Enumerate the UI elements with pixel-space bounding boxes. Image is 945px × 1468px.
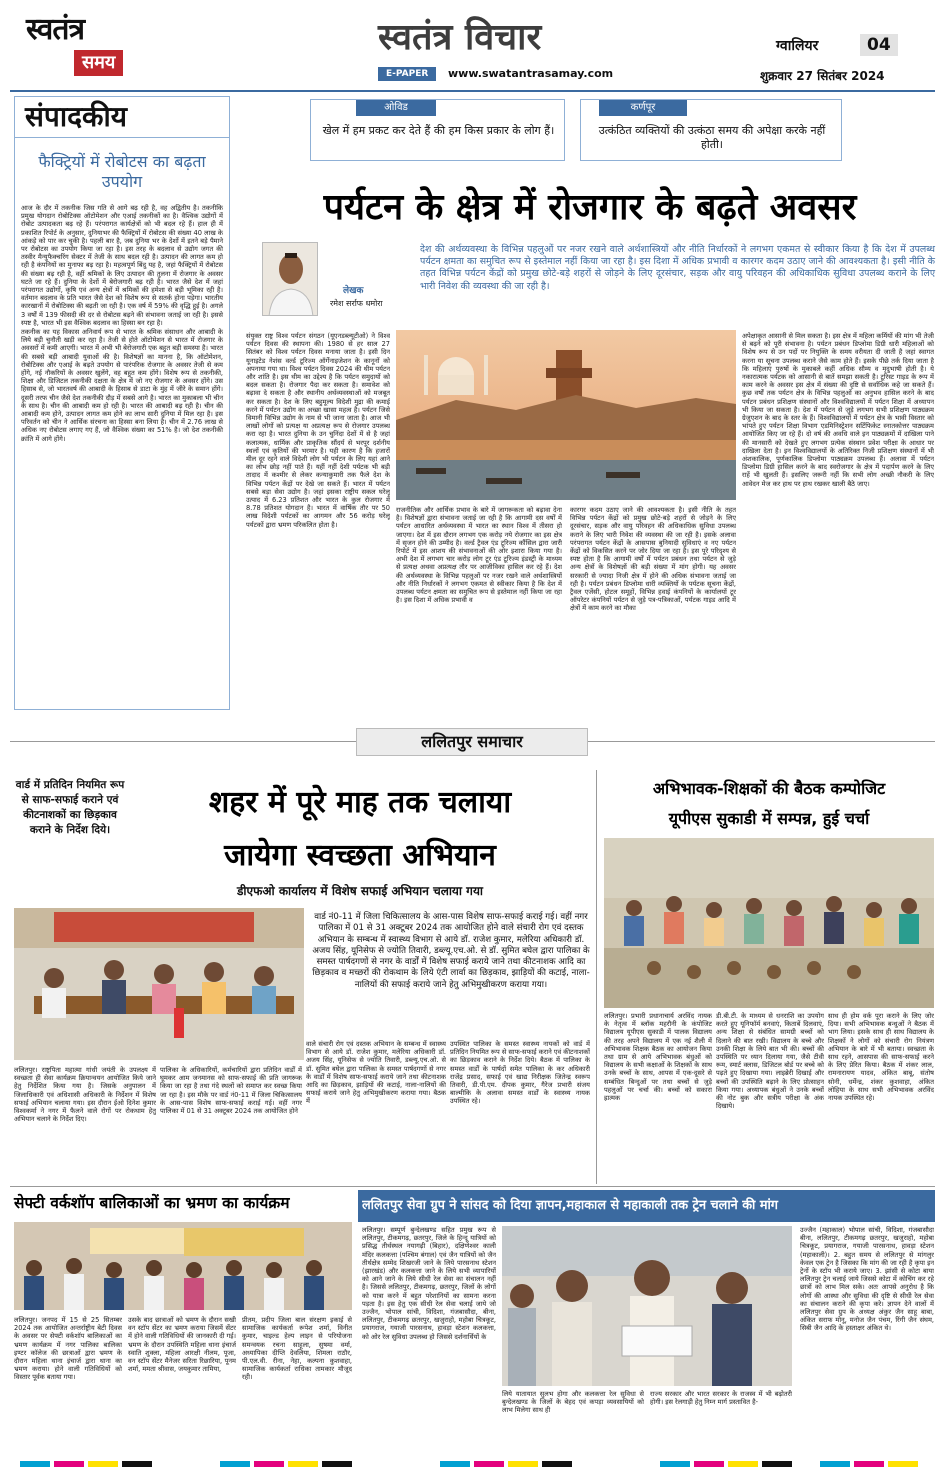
train-col-1: ललितपुर। सम्पूर्ण बुन्देलखण्ड सहित प्रमुख रूप से ललितपुर, टीकमगढ़, छतरपुर, जिले के हिन्दू यात्रियों को प्रसिद्ध तीर्थस्थल नयागढ़ी (बिहार), दक्षिणेश्वर काली मंदिर कलकत्ता (पश्चिम बंगाल) एवं जैन यात्रियों को जैन तीर्थक्षेत्र सम्मेद शिखरजी जाने के लिये पारसनाथ स्टेशन (झारखंड) और कलकत्ता जाने के लिये सभी व्यापारियों को आने जाने के लिये सीधी रेल सेवा का संचालन नहीं है। जिससे ललितपुर, टीकमगढ़, छतरपुर, जिलों के लोगों को यात्रा करने में बहुत परेशानियों का सामना करना पड़ता है। इस हेतु एक सीधी रेल सेवा चलाई जाये जो उज्जैन, भोपाल सांची, विदिशा, गंजबासौदा, बीना, ललितपुर, टीकमगढ़ छतरपुर, खजुराहो, महोबा चित्रकूट, प्रयागराज, गयाजी पारसनाथ, हावड़ा स्टेशन कलकत्ता, को ओर रेल सुविधा उपलब्ध हो जिससे दर्शनार्थियों के (362, 1226, 496, 1341)
quote-left-label: ओविड (356, 100, 436, 116)
author-label: लेखक (343, 286, 364, 296)
swachhta-headline-1: शहर में पूरे माह तक चलाया (208, 785, 512, 820)
swachhta-photo (14, 908, 304, 1060)
abhibhavak-photo (604, 838, 934, 1008)
page-number: 04 (860, 34, 898, 56)
quote-right-label: कर्णपूर (599, 100, 687, 116)
logo (26, 12, 150, 82)
swachhta-col-4: उपस्थित पालिका के समस्त स्वास्थ्य नायकों को वार्ड में प्रतिदिन नियमित रूप से साफ-सफाई कराने एवं कीटनाशकों का छिड़काव कराने के निर्देश दिये। बैठक में पालिका के समस्त वार्डों के पार्षदों समेत पालिका के कर अधिकारी राजेंद्र प्रसाद, सफाई एवं खाद्य निरीक्षक जितेन्द्र स्वरूप तिवारी, डी.पी.एम. दीपक कुमार, गैरेज प्रभारी संजय बाल्मीकि के अलावा समस्त वार्डों के स्वास्थ्य नायक उपस्थित रहे। (450, 1040, 590, 1106)
main-intro: देश की अर्थव्यवस्था के विभिन्न पहलुओं पर नजर रखने वाले अर्थशास्त्रियों और नीति निर्धारकों ने लगभग एकमत से स्वीकार किया है कि देश में उपलब्ध पर्यटन क्षमता का समुचित रूप से इस्तेमाल नहीं किया जा रहा है। इस दिशा में अधिक प्रभावी व कारगर कदम उठाए जाने की आवश्यकता है। इसी नीति के तहत विभिन्न पर्यटन केंद्रों को प्रमुख छोटे-बड़े शहरों से जोड़ने के लिए दूरसंचार, सड़क और वायु परिवहन की अधिकाधिक सुविधा उपलब्ध कराने के लिए भारी निवेश की व्यवस्था की जा रही है। (420, 244, 935, 292)
safety-col-2: उसके बाद छात्राओं को भ्रमण के दौरान सखी वन स्टॉप सेंटर का भ्रमण कराया जिसमें सेंटर में होने वाली गतिविधियों की जानकारी दी गई। भ्रमण के दौरान उपस्थिति महिला थाना इंचार्ज स्वाति शुक्ला, महिला आरक्षी नीलम, पूजा, वन स्टॉप सेंटर मैनेजर सरिता रिछारिया, पूनम शर्मा, ममता श्रीवास, जयकुमार तामिया, (128, 1316, 236, 1374)
epaper-badge: E-PAPER (378, 67, 436, 81)
swachhta-col-1: ललितपुर। राष्ट्रपिता महात्मा गांधी जयंती के उपलक्ष्य में स्वच्छता ही सेवा कार्यक्रम क्रियान्वयन आयोजित किये जाने हेतु निर्देशित किया गया है। जिसके अनुपालन में जिलाधिकारी एवं अधिशासी अधिकारी के निर्देशन में विशेष सफाई अभियान चलाया गया। इस दौरान ईओ दिनेश कुमार विश्वकर्मा ने नगर में फैलने वाले रोगों पर रोकथाम हेतु अभियान चलाने के निर्देश दिए। (14, 1066, 156, 1124)
main-col-2: राजनीतिक और आर्थिक प्रभाव के बारे में जागरूकता को बढ़ावा देना है। विशेषज्ञों द्वारा संभावना जताई जा रही है कि आगामी दस वर्षों में पर्यटन आधारित अर्थव्यवस्था में भारत का स्थान विश्व में तीसरा हो जाएगा। देश में इस दौरान लगभग एक करोड़ नये रोजगार का इस क्षेत्र में सृजन होने की उम्मीद है। वर्ल्ड ट्रैवल एंड टूरिज्म कौंसिल द्वारा जारी रिपोर्ट में इस आशय की संभावनाओं की ओर इशारा किया गया है। अभी देश में लगभग चार करोड़ लोग टूर एंड टूरिज्म इंडस्ट्री के माध्यम से प्रत्यक्ष अथवा अप्रत्यक्ष तौर पर आजीविका हासिल कर रहे हैं। देश की अर्थव्यवस्था के विभिन्न पहलुओं पर नजर रखने वाले अर्थशास्त्रियों और नीति निर्धारकों ने लगभग एकमत से स्वीकार किया है कि देश में उपलब्ध पर्यटन क्षमता का समुचित रूप से इस्तेमाल नहीं किया जा रहा है। इस दिशा में अधिक प्रभावी व (396, 506, 562, 605)
swachhta-headline-2: जायेगा स्वच्छता अभियान (224, 838, 496, 873)
quote-right-text: उत्कंठित व्यक्तियों की उत्कंठा समय की अपेक्षा करके नहीं होती। (598, 124, 826, 151)
quote-left (310, 99, 565, 161)
train-photo (502, 1226, 792, 1386)
masthead-rule (10, 90, 935, 92)
train-col-3: उज्जैन (महाकाल) भोपाल सांची, विदिशा, गंजबासौदा बीना, ललितपुर, टीकमगढ़ छतरपुर, खजुराहो, महोबा चित्रकूट, प्रयागराज, गयाजी पारसनाथ, हावड़ा स्टेशन (महाकाली)। 2. बहुत समय से ललितपुर से मांगलुर केवल एक ट्रेन है जिसका कि मांग की जा रही है कृपा इन ट्रेनों के स्टॉप भी कराये जाए। 3. झांसी से कोटा बाया ललितपुर ट्रेन चलाई जाये जिससे कोटा में कोचिंग कर रहे छात्रों को लाभ मिल सके। अतः आपसे अनुरोध है कि लोगों की आस्था और सुविधा की दृष्टि से सीधी रेल सेवा का संचालन कराने की कृपा करे। ज्ञापन देने वालों में ललितपुर सेवा ग्रुप के अध्यक्ष अंकुर जैन साहू बाबा, अंकित सराफ मोनू, मनोज जैन पंचम, रिंगी जैन संघम, सिबी जैन आदि के हस्ताक्षर अंकित थे। (800, 1226, 934, 1333)
quote-right (580, 99, 842, 161)
main-col-1: संयुक्त राष्ट्र विश्व पर्यटन संगठन (यूएनडब्ल्यूटीओ) ने विश्व पर्यटन दिवस की स्थापना की। 1980 से हर साल 27 सितंबर को विश्व पर्यटन दिवस मनाया जाता है। इसी दिन यूनाइटेड नेशंस वर्ल्ड टूरिज्म ऑर्गेनाइजेशन के कानूनों को अपनाया गया था। विश्व पर्यटन दिवस 2024 की थीम पर्यटन और शांति है। इस थीम का उद्देश्य है कि पर्यटन समुदायों को बदल सकता है। रोजगार पैदा कर सकता है। समावेश को बढ़ावा दे सकता है और स्थानीय अर्थव्यवस्थाओं को मजबूत कर सकता है। देश के लिए बहुमूल्य विदेशी मुद्रा की कमाई करने में पर्यटन उद्योग का अच्छा खासा महत्व है। पर्यटन जिसे विमानी विभिन्न उद्योग के नाम से भी जाना जाता है। आज भी लाखों लोगों को प्रत्यक्ष या अप्रत्यक्ष रूप से रोजगार उपलब्ध करा रहा है। भारत दुनिया के उन चुनिंदा देशों में से है जहां कलात्मक, धार्मिक और प्राकृतिक सौंदर्य से भरपूर दर्शनीय स्थलों एवं कृतियों की भरमार है। यही कारण है कि हजारों मील दूर रहने वाले विदेशी लोग भी पर्यटन के लिए यहां आने का लोभ छोड़ नहीं पाते हैं। यहीं नहीं देशी पर्यटक भी बड़ी तादाद में कश्मीर से लेकर कन्याकुमारी तक फैले देश के विभिन्न पर्यटन केंद्रों पर देखे जा सकते हैं। भारत में पर्यटन सबसे बड़ा सेवा उद्योग है। जहां इसका राष्ट्रीय सकल घरेलू उत्पाद में 6.23 प्रतिशत और भारत के कुल रोजगार में 8.78 प्रतिशत योगदान है। भारत में वार्षिक तौर पर 50 लाख विदेशी पर्यटकों का आगमन और 56 करोड़ घरेलू पर्यटकों द्वारा भ्रमण परिकलित होता है। (246, 332, 390, 529)
safety-photo (14, 1222, 352, 1310)
author-photo (262, 242, 318, 316)
masthead (0, 0, 945, 92)
editorial-para2: तकनीक का यह विकास अनिवार्य रूप से भारत के श्रमिक संसाधन और आबादी के लिये बड़ी चुनौती खड़ी कर रहा है। तेजी से होते ऑटोमेशन से भारत में रोजगार के अवसरों में कमी आएगी। भारत में अभी भी बेरोजगारी एक बहुत बड़ी समस्या है। भारत की सबसे बड़ी आबादी युवाओं की है। विशेषज्ञों का मानना है, कि ऑटोमेशन, रोबोटिक्स और एआई के बढ़ते उपयोग से पारंपरिक रोजगार के अवसर तेजी से कम होंगे, नई नौकरियों के अवसर खुलेंगे, वह बहुत कम होंगे। विशेष रूप से तकनीकी, शिक्षा और डिजिटल तकनीकी दक्षता के क्षेत्र में जो नए रोजगार के अवसर होंगे। उस हिसाब से, जो भारतवर्ष की आबादी के हिसाब से डाटा के मुंह में जीरे के समान होंगे। दूसरी तरफ चीन जैसे देश तकनीकी दौड़ में सबसे आगे है। भारत का मुकाबला भी चीन के साथ है। चीन की आबादी कम हो रही है। भारत की आबादी बढ़ रही है। चीन की आबादी कम होने, उत्पादन लागत कम होने का लाभ सारी दुनिया में मिल रहा है। इस परिवर्तन को चीन ने आर्थिक संरचना का हिस्सा बना लिया है। चीन में 2.76 लाख से अधिक नए रोबोटस लगाए गए हैं, जो वैश्विक संख्या का 51% है। जो देश तकनीकी क्रांति में आगे होंगे। (21, 328, 223, 443)
safety-col-3: प्रीतम, प्रदीप जिला बाल संरक्षण इकाई से सामाजिक कार्यकर्ता रूपेश शर्मा, विनीत कुमार, चाइल्ड हेल्प लाइन से परियोजना समन्वयक रचना साहूला, सुषमा वर्मा, अध्यापिका दीप्ति देवलिया, शिमला राठौर, पी.एल.वी. रीना, नेहा, कल्पना कुशवाहा, सामाजिक कार्यकर्ता राधिका तामकार मौजूद रही। (242, 1316, 352, 1382)
editorial-column (14, 96, 230, 710)
page-title: स्वतंत्र विचार (378, 17, 542, 58)
section-banner: ललितपुर समाचार (356, 728, 588, 756)
train-headline: ललितपुर सेवा ग्रुप ने सांसद को दिया ज्ञापन,महाकाल से महाकाली तक ट्रेन चलाने की मांग (362, 1198, 778, 1213)
editorial-para1: आज के दौर में तकनीक जिस गति से आगे बढ़ रही है, वह अद्वितीय है। तकनीकि प्रमुख योगदान रोबोटिक्स ऑटोमेशन और एआई तकनीकों का है। वैश्विक उद्योगों में रोबोट उत्पादकता बढ़ रहे हैं। परंपरागत कार्यक्षेत्रों को भी बदल रहे हैं। हाल ही में प्रकाशित रिपोर्ट के अनुसार, दुनियाभर की फैक्ट्रियों में रोबोटस की संख्या 40 लाख के आंकड़े को पार कर चुकी है। पहली बार है, जब दुनिया भर के देशों में इतने बड़े पैमाने पर रोबोटस का उपयोग किया जा रहा है। इस तरह के बदलाव से उद्योग जगत की तस्वीर मैन्युफैक्चरिंग सेक्टर में तेजी के साथ बदल रही है। उत्पादन की लागत कम हो रही है कंपनियों का मुनाफा बढ़ रहा है। महत्वपूर्ण बिंदु यह है, जहां फैक्ट्रियों में रोबोटस की संख्या बढ़ रही है, वहीं श्रमिकों के लिए उत्पादन की तुलना में रोजगार के अवसर घटते जा रहे हैं। दुनिया के देशों में बेरोजगारी बढ़ रही है। भारत जैसे देश में जहां परंपरागत उद्योगों, कृषि एवं अन्य क्षेत्रों में श्रमिकों की हमेशा से बड़ी भूमिका रही है। वर्तमान बदलाव के प्रति भारत जैसे देश को विशेष रूप से सतर्क होना पड़ेगा। भारतीय कारखानों में रोबोटिक्स की बढ़ती जा रही है। एक वर्ष में 59% की वृद्धि हुई है। अगले 3 वर्षों में 139 फीसदी की दर से रोबोटस बढ़ने की संभावना जताई जा रही है। इससे स्पष्ट है, भारत भी इस वैश्विक बदलाव का हिस्सा बन रहा है। (21, 204, 223, 327)
main-col-3: कारगर कदम उठाए जाने की आवश्यकता है। इसी नीति के तहत विभिन्न पर्यटन केंद्रों को प्रमुख छोटे-बड़े शहरों से जोड़ने के लिए दूरसंचार, सड़क और वायु परिवहन की अधिकाधिक सुविधा उपलब्ध कराने के लिए भारी निवेश की व्यवस्था की जा रही है। इसके अलावा परंपरागत पर्यटन केंद्रों के आसपास बुनियादी सुविधाएं व नए पर्यटन केंद्रों को विकसित करने पर जोर दिया जा रहा है। इस पूरे परिदृश्य से स्पष्ट होता है कि आगामी वर्षों में पर्यटन प्रबंधन तथा पर्यटन से जुड़े अन्य क्षेत्रों के विशेषज्ञों की बड़ी संख्या में मांग होगी। यह अवसर सरकारी से ज्यादा निजी क्षेत्र में होने की अधिक संभावना जताई जा रही है। पर्यटन प्रबंधन डिप्लोमा धारी व्यक्तियों के पर्यटक सूचना केंद्रों, ट्रैवल एजेंसी, होटल समूहों, विभिन्न हवाई कंपनियों के कार्यालयों टूर ऑपरेटर कंपनियों पर्यटन से जुड़े पत्र-पत्रिकाओं, पर्यटक गाइड आदि में क्षेत्रों में काम करने का मौका (570, 506, 736, 613)
safety-headline: सेफ्टी वर्कशॉप बालिकाओं का भ्रमण का कार्यक्रम (14, 1194, 290, 1212)
city-label: ग्वालियर (776, 38, 819, 54)
quote-left-text: खेल में हम प्रकट कर देते हैं की हम किस प्रकार के लोग हैं। (322, 124, 555, 137)
abhibhavak-col-2: डी.बी.टी. के माध्यम से धनराशि का उपयोग करते हुए यूनिफॉर्म बनवाएं, किताबें दिलवाएं, अन्य शिक्षा से संबंधित सामग्री बच्चों को दिलाने की बात रखी। विद्यालय के बच्चे और उनकी शिक्षा के लिये बात भी की। बच्चों की उपस्थिति पर ध्यान दिलाया गया, जैसे टीवी रूम, स्मार्ट क्लास, डिजिटल बोर्ड पर बच्चे को पढ़ते हुए दिखाया गया। लाइब्रेरी दिखाई और बच्चों की उपस्थिति बढ़ाने के लिए प्रोत्साहन किया गया। अध्यापक बंधुओं ने उनके बच्चों की नोट बुक और सत्रीय परीक्षा के अंक दिखाये। (716, 1012, 824, 1111)
swachhta-col-2: पालिका के अधिकारियों, कर्मचारियों द्वारा प्रतिदिन वार्डों में घूमकर आम जनमानस को साफ-सफाई की प्रति जागरूक किया जा रहा है तथा गंदे स्थलों को समाप्त कर स्वच्छ किया जा रहा है। इस मौके पर वार्ड नं0-11 में जिला चिकित्सालय के आस-पास विशेष साफ-सफाई कराई गई। वहीं नगर पालिका में 01 से 31 अक्टूबर 2024 तक आयोजित होने (160, 1066, 302, 1116)
logo-line2: समय (74, 50, 123, 76)
swachhta-col-3: वाले संचारी रोग एवं दस्तक अभियान के सम्बन्ध में स्वास्थ्य विभाग से आये डॉ. राजेश कुमार, मलेरिया अधिकारी डॉ. अजय सिंह, यूनिसेफ से ज्योति तिवारी, डब्ल्यू.एच.ओ. से डॉ. सुमित बघेल द्वारा पालिका के समस्त पार्षदगणों से नगर के वार्डों में विशेष साफ-सफाई कराये जाने तथा कीटनाशक आदि का छिड़काव, झाड़ियों की कटाई, नाला-नालियों की सफाई कराये जाने हेतु अभिमुखीकरण कराया गया। बैठक में (306, 1040, 446, 1106)
editorial-heading: संपादकीय (15, 97, 229, 138)
swachhta-sidebar: वार्ड में प्रतिदिन नियमित रूप से साफ-सफाई कराने एवं कीटनाशकों का छिड़काव कराने के निर्देश दिये। (15, 779, 125, 836)
editorial-title: फैक्ट्रियों में रोबोटस का बढ़ता उपयोग (38, 152, 206, 191)
train-caption-2: राज्य सरकार और भारत सरकार के राजस्व में भी बढ़ोतरी होगी। इस रेलगाड़ी हेतु निम्न मार्ग प्रस्तावित है- (650, 1390, 792, 1407)
main-headline: पर्यटन के क्षेत्र में रोजगार के बढ़ते अवसर (323, 187, 857, 228)
author-name: रमेश सर्राफ धमोरा (330, 299, 383, 308)
date-label: शुक्रवार 27 सितंबर 2024 (760, 69, 885, 83)
main-col-4: अपेक्षाकृत आसानी से मिल सकता है। इस क्षेत्र में महिला कर्मियों की मांग भी तेजी से बढ़ने को पूरी संभावना है। पर्यटन प्रबंधन डिप्लोमा डिग्री धारी महिलाओं को विशेष रूप से उन पदों पर नियुक्ति के समय वरीयता दी जाती है जहां स्वागत करना या सूचना उपलब्ध कराने जैसे काम होते हैं। इसके पीछे तर्क दिया जाता है कि महिलाएं पुरुषों के मुकाबले कहीं अधिक सौम्य व मृदुभाषी होती है। ये नकारात्मक पर्यटक को आसानी से बातें समझा सकती है। टूरिस्ट गाइड के रूप में काम करने के अवसर इस क्षेत्र में संख्या की दृष्टि से सर्वाधिक कहे जा सकते हैं। कुछ वर्षों तक पर्यटन क्षेत्र के विभिन्न पहलुओं का अनुभव हासिल करने के बाद पर्यटन प्रबंधन प्रशिक्षण संस्थानों और विश्वविद्यालयों में पर्यटन शिक्षा में अध्यापन भी किया जा सकता है। देश में पर्यटन से जुड़े लगभग सभी प्रशिक्षण पाठ्यक्रम ग्रेजुएशन के बाद के स्तर के हैं। विश्वविद्यालयों में पर्यटन क्षेत्र के भावी विस्तार को भांपते हुए पर्यटन शिक्षा विभाग एडमिनिस्ट्रेशन सर्टिफिकेट स्नातकोत्तर पाठ्यक्रम आयोजित किए जा रहे हैं। दो वर्ष की अवधि वाले इन पाठ्यक्रमों में दाखिला पाने की मानसारी को देखते हुए लगभग प्रत्येक संस्थान प्रवेश परीक्षा के आधार पर दाखिला देता है। इन विश्वविद्यालयों के अतिरिक्त निजी प्रशिक्षण संस्थानों में भी अंशकालिक, पूर्णकालिक डिप्लोमा पाठ्यक्रम उपलब्ध हैं। अलावा में पर्यटन डिप्लोमा डिग्री हासिल करने के बाद स्वरोजगार के क्षेत्र में पदार्पण करने के लिए राहें भी खुलती हैं। इसलिए जरूरी नहीं कि सभी लोग अच्छी नौकरी के लिए आवेदन मेज कर हाथ पर हाथ रखकर खाली बैठे जाए। (742, 332, 934, 488)
logo-line1: स्वतंत्र (26, 12, 85, 47)
abhibhavak-headline-2: यूपीएस सुकाडी में सम्पन्न, हुई चर्चा (668, 809, 870, 828)
vertical-divider (596, 770, 597, 1184)
safety-col-1: ललितपुर। जनपद में 15 से 25 सितम्बर 2024 तक आयोजित अन्तर्राष्ट्रीय बेटी दिवस के अवसर पर सेफ्टी वर्कशॉप बालिकाओं का भ्रमण कार्यक्रम में नगर पालिका बालिका इण्टर कॉलेज की छात्राओं द्वारा भ्रमण के दौरान महिला थाना इंचार्ज द्वारा थाना का भ्रमण कराया। होने वाली गतिविधियों को विस्तार पूर्वक बताया गया। (14, 1316, 122, 1382)
website-link[interactable]: www.swatantrasamay.com (448, 67, 614, 80)
horizontal-divider (10, 1186, 935, 1187)
swachhta-subhead: डीएफओ कार्यालय में विशेष सफाई अभियान चलाया गया (236, 884, 484, 898)
abhibhavak-col-1: ललितपुर। प्रभारी प्रधानाचार्य अरविंद नायक के नेतृत्व में ब्लॉक महरौनी के कंपोजिट विद्यालय यूपीएस सुकाडी में पालक विद्यालय की तरह अपने विद्यालय में एक नई शैली में अभिभावक शिक्षक बैठक का आयोजन किया तथा ग्राम से आये अभिभावक बंधुओं को विद्यालय के सभी कक्षाओं के शिक्षकों के साथ उनके बच्चों के साथ, आपस में एक-दूसरे से सम्बंधित बिन्दुओं पर तथा बच्चों से जुड़े पहलुओं पर चर्चा की। बच्चों को सकारा ह्रात्मक (604, 1012, 712, 1103)
print-marks (20, 1452, 925, 1458)
swachhta-lead: वार्ड नं0-11 में जिला चिकित्सालय के आस-पास विशेष साफ-सफाई कराई गई। वहीं नगर पालिका में 01 से 31 अक्टूबर 2024 तक आयोजित होने वाले संचारी रोग एवं दस्तक अभियान के सम्बन्ध में स्वास्थ्य विभाग से आये डॉ. राजेश कुमार, मलेरिया अधिकारी डॉ. अजय सिंह, यूनिसेफ से ज्योति तिवारी, डब्ल्यू.एच.ओ. से डॉ. सुमित बघेल द्वारा पालिका के समस्त पार्षदगणों से नगर के वार्डों में विशेष सफाई कराये जाने तथा कीटनाशक आदि का छिड़काव व मच्छरों की रोकथाम के लिये एंटी लार्वा का छिड़काव, झाड़ियों की कटाई, नाला-नालियों की सफाई कराये जाने हेतु अभिमुखीकरण कराया गया। (312, 912, 590, 990)
abhibhavak-headline-1: अभिभावक-शिक्षकों की बैठक कम्पोजिट (652, 779, 886, 798)
abhibhavak-col-3: साथ ही होम वर्क पूरा कराने के लिए जोर दिया। सभी अभिभावक बन्धुओं ने बैठक में भाग लिया। इसके साथ ही साथ विद्यालय के शिक्षकों ने लोगों को संचारी रोग नियंत्रण अभियान के बारे में भी बताया। स्वच्छता के साथ रहने, आसपास की साफ-सफाई करने के लिए प्रेरित किया। बैठक में शंकर लाल, रामनारायण यादव, अंकित बाबू, संतोष सोनी, धर्मेन्द्र, शंकर कुशवाहा, अंकित लोहिया के साथ सभी अभिभावक अरविंद नायक उपस्थित रहे। (828, 1012, 934, 1103)
train-caption: लिये यातायात सुलभ होगा और कलकत्ता रेल सुविधा से बुन्देलखण्ड के जिलों के बेहद एवं कपड़ा व्यवसायियों को लाभ मिलेगा साथ ही (502, 1390, 644, 1415)
main-article-photo (396, 330, 736, 500)
